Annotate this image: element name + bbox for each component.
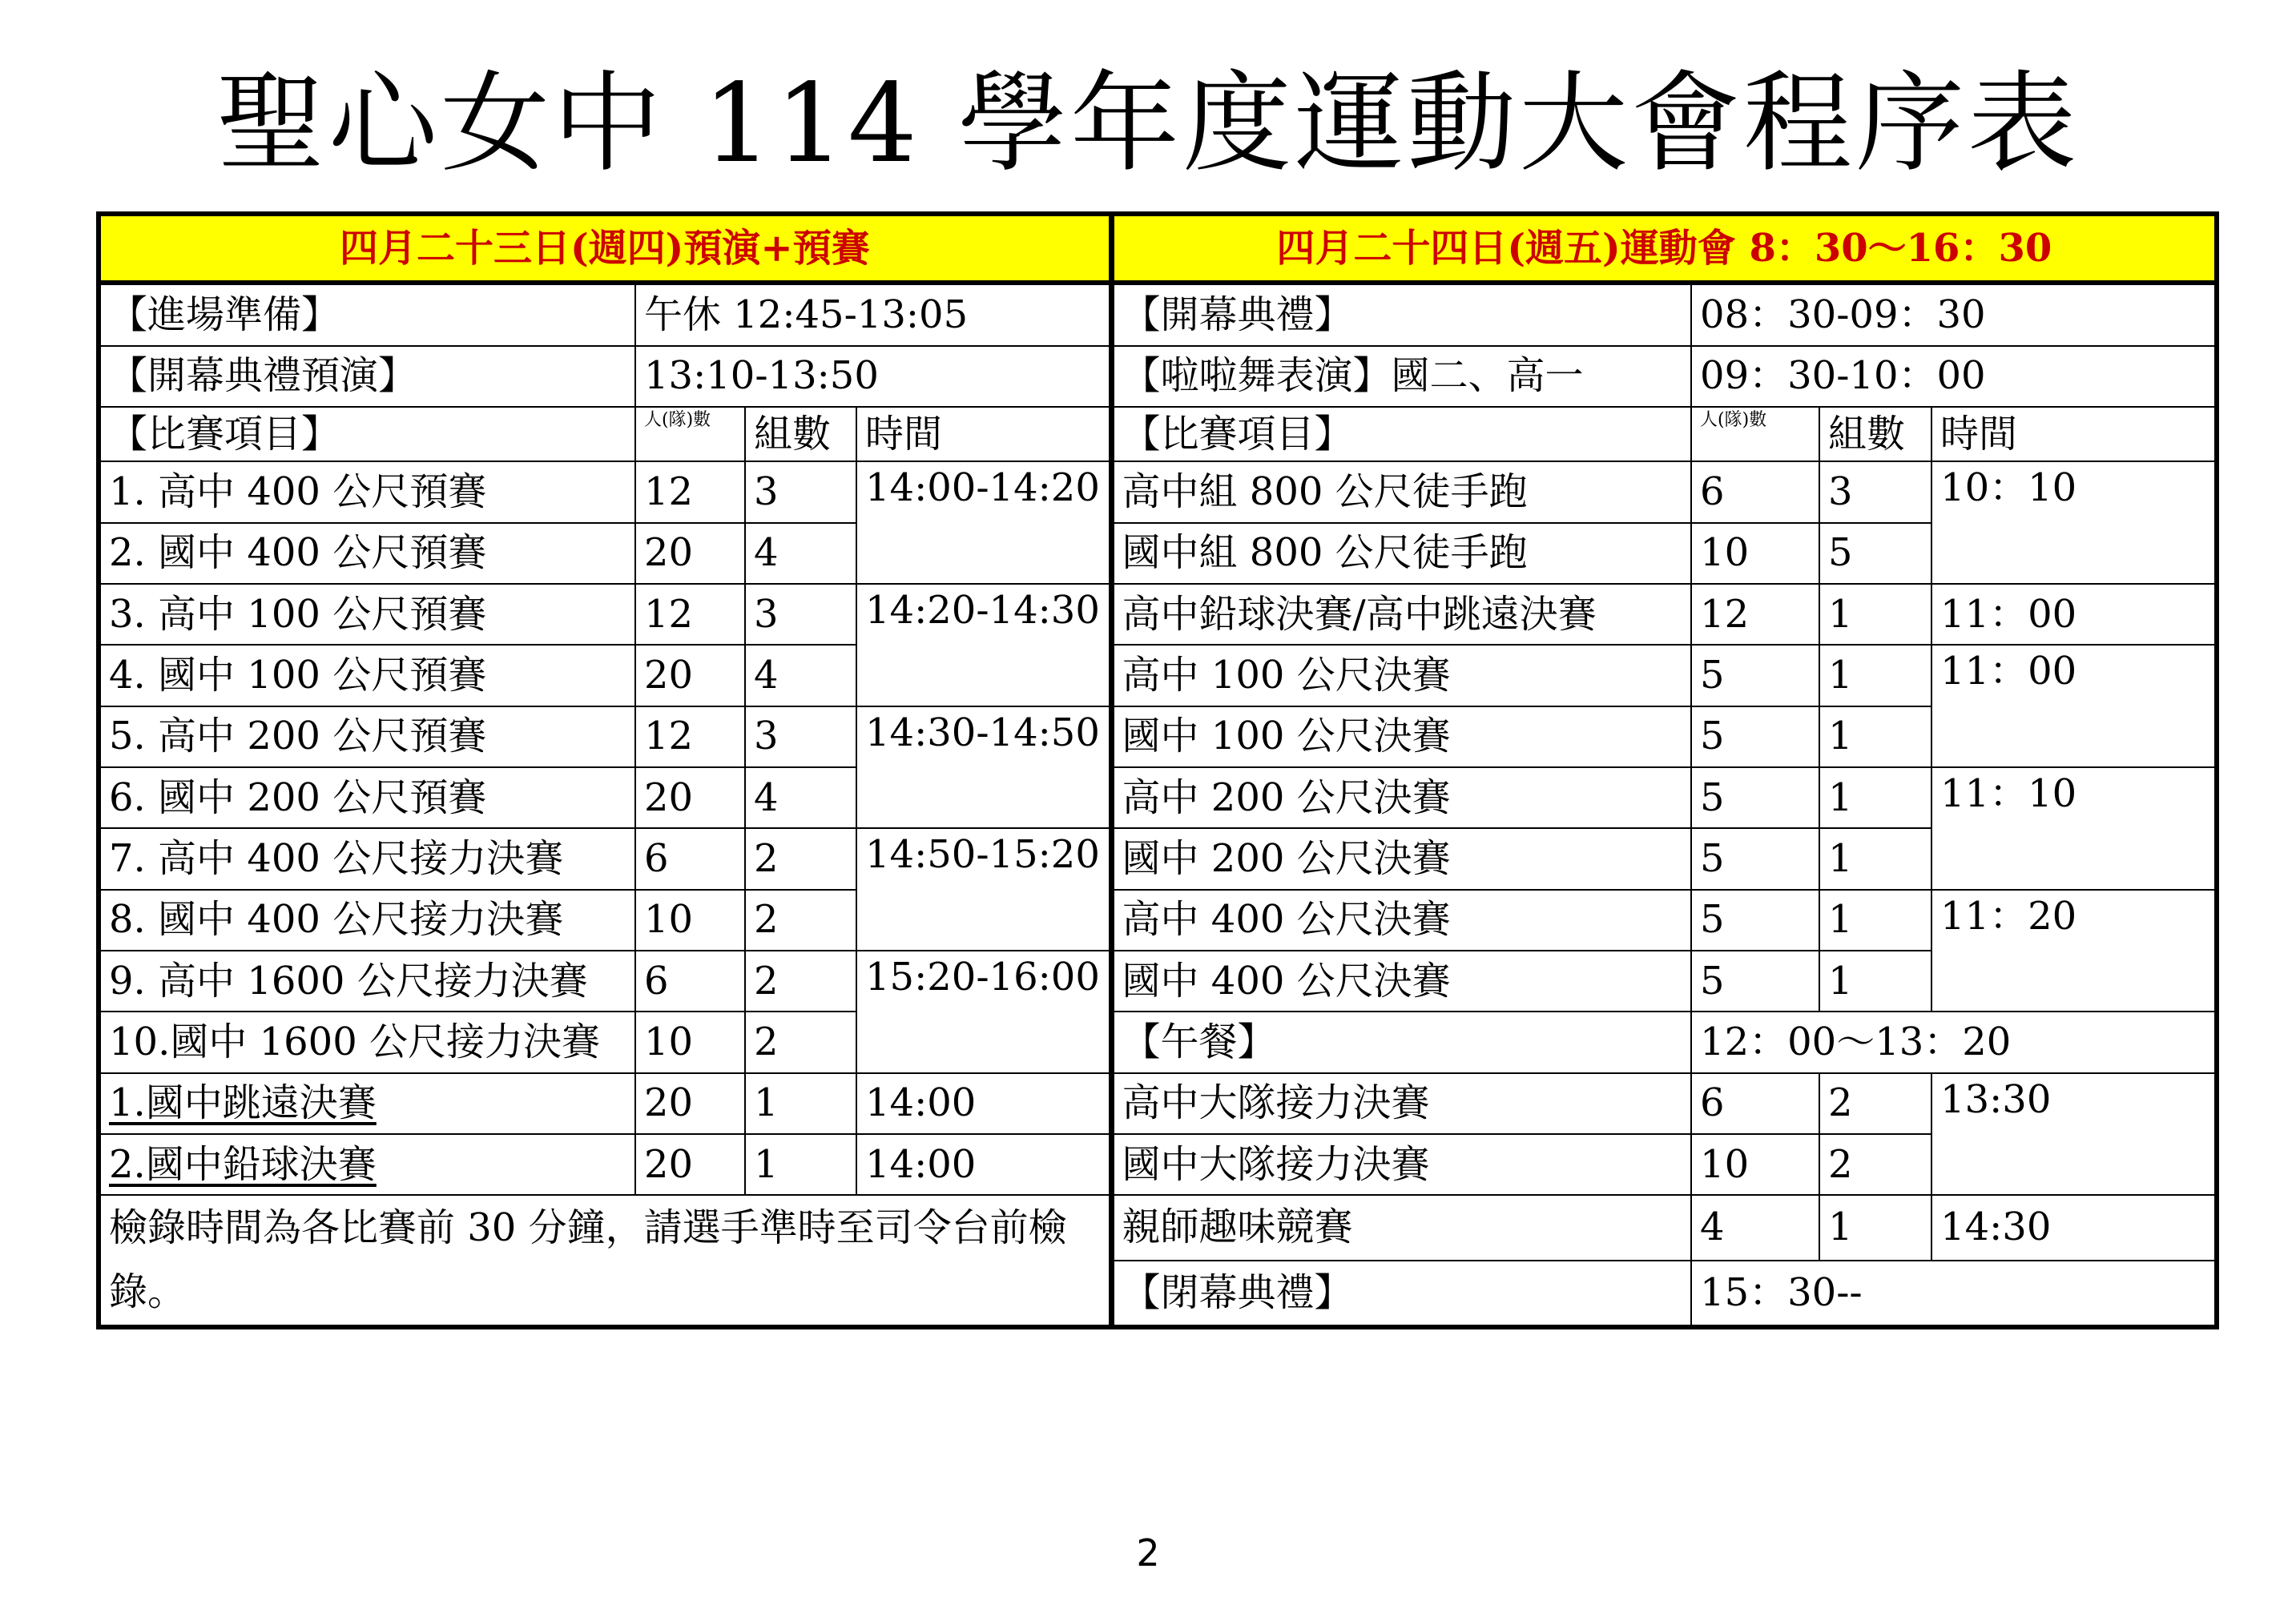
table-row [99, 584, 2217, 645]
day2-row-value: 08：30-09：30 [1691, 283, 2217, 345]
day1-event-name: 2. 國中 400 公尺預賽 [99, 523, 635, 584]
page-title: 聖心女中 114 學年度運動大會程序表 [216, 61, 2080, 187]
day1-col-event: 【比賽項目】 [99, 407, 635, 461]
page-number: 2 [1136, 1531, 1160, 1575]
day2-closing-label: 【閉幕典禮】 [1111, 1261, 1691, 1328]
day1-event-groups: 3 [745, 461, 856, 522]
day2-event-name: 高中鉛球決賽/高中跳遠決賽 [1111, 584, 1691, 645]
day2-time-slot: 11：20 [1931, 890, 2217, 1012]
day1-row-value: 午休 12:45-13:05 [635, 283, 1111, 345]
day2-event-groups: 1 [1819, 1195, 1931, 1260]
day1-event-name: 1.國中跳遠決賽 [109, 1080, 377, 1126]
day1-event-groups: 3 [745, 706, 856, 767]
table-row [99, 523, 2217, 584]
day1-col-groups: 組數 [745, 407, 856, 461]
day2-event-people: 10 [1691, 523, 1819, 584]
table-row [99, 890, 2217, 951]
day1-row-value: 13:10-13:50 [635, 346, 1111, 407]
table-row [99, 1012, 2217, 1072]
header-row [99, 214, 2217, 283]
table-row [99, 283, 2217, 345]
day2-event-name: 國中 200 公尺決賽 [1111, 828, 1691, 889]
day1-event-people: 10 [635, 890, 745, 951]
day1-event-name: 2.國中鉛球決賽 [109, 1141, 377, 1187]
day1-event-name-cell [99, 1134, 635, 1195]
day2-event-time: 11：00 [1931, 584, 2217, 645]
day1-event-people: 6 [635, 828, 745, 889]
day2-event-groups: 1 [1819, 706, 1931, 767]
day1-event-groups: 4 [745, 523, 856, 584]
day2-event-people: 6 [1691, 1073, 1819, 1134]
day2-event-name: 高中大隊接力決賽 [1111, 1073, 1691, 1134]
day1-event-name: 6. 國中 200 公尺預賽 [99, 767, 635, 828]
day2-col-groups: 組數 [1819, 407, 1931, 461]
day2-event-name: 國中 100 公尺決賽 [1111, 706, 1691, 767]
day2-event-time: 14:30 [1931, 1195, 2217, 1260]
day2-event-groups: 1 [1819, 767, 1931, 828]
day2-event-people: 5 [1691, 767, 1819, 828]
day1-header: 四月二十三日(週四)預演+預賽 [99, 214, 1111, 283]
day2-event-name: 國中組 800 公尺徒手跑 [1111, 523, 1691, 584]
day1-event-people: 20 [635, 1134, 745, 1195]
day1-event-groups: 1 [745, 1134, 856, 1195]
day2-event-name: 國中 400 公尺決賽 [1111, 951, 1691, 1012]
day2-event-groups: 1 [1819, 584, 1931, 645]
day2-event-people: 6 [1691, 461, 1819, 522]
day1-event-name: 10.國中 1600 公尺接力決賽 [99, 1012, 635, 1072]
day2-closing-value: 15：30-- [1691, 1261, 2217, 1328]
day2-time-slot: 11：10 [1931, 767, 2217, 890]
day1-event-people: 20 [635, 645, 745, 706]
day2-lunch-label: 【午餐】 [1111, 1012, 1691, 1072]
day2-event-people: 12 [1691, 584, 1819, 645]
day2-event-name: 高中 200 公尺決賽 [1111, 767, 1691, 828]
day1-row-label: 【開幕典禮預演】 [99, 346, 635, 407]
day1-event-people: 12 [635, 706, 745, 767]
day2-event-groups: 1 [1819, 828, 1931, 889]
day2-event-groups: 1 [1819, 890, 1931, 951]
day2-event-name: 高中 400 公尺決賽 [1111, 890, 1691, 951]
day1-time-slot: 14:30-14:50 [856, 706, 1111, 829]
table-row [99, 1195, 2217, 1260]
day1-event-groups: 4 [745, 645, 856, 706]
day1-event-name: 4. 國中 100 公尺預賽 [99, 645, 635, 706]
day1-event-people: 12 [635, 584, 745, 645]
day1-event-name: 7. 高中 400 公尺接力決賽 [99, 828, 635, 889]
day1-event-name: 3. 高中 100 公尺預賽 [99, 584, 635, 645]
day2-event-people: 5 [1691, 706, 1819, 767]
day1-event-people: 20 [635, 767, 745, 828]
column-header-row [99, 407, 2217, 461]
day2-col-people: 人(隊)數 [1691, 407, 1819, 461]
day2-time-slot: 13:30 [1931, 1073, 2217, 1196]
table-row [99, 828, 2217, 889]
day1-event-groups: 3 [745, 584, 856, 645]
day1-event-groups: 2 [745, 890, 856, 951]
day2-col-event: 【比賽項目】 [1111, 407, 1691, 461]
day1-event-time: 14:00 [856, 1073, 1111, 1134]
day2-event-name: 國中大隊接力決賽 [1111, 1134, 1691, 1195]
table-row [99, 645, 2217, 706]
table-row [99, 706, 2217, 767]
day2-event-groups: 5 [1819, 523, 1931, 584]
day1-col-time: 時間 [856, 407, 1111, 461]
day2-header: 四月二十四日(週五)運動會 8：30～16：30 [1111, 214, 2217, 283]
day1-event-time: 14:00 [856, 1134, 1111, 1195]
day1-time-slot: 14:00-14:20 [856, 461, 1111, 584]
day1-event-people: 12 [635, 461, 745, 522]
day2-time-slot: 10：10 [1931, 461, 2217, 584]
day1-event-people: 20 [635, 1073, 745, 1134]
day2-time-slot: 11：00 [1931, 645, 2217, 767]
day1-event-name: 1. 高中 400 公尺預賽 [99, 461, 635, 522]
day1-event-groups: 2 [745, 951, 856, 1012]
day2-event-groups: 1 [1819, 645, 1931, 706]
checkin-note: 檢錄時間為各比賽前 30 分鐘，請選手準時至司令台前檢錄。 [99, 1195, 1111, 1327]
table-row [99, 951, 2217, 1012]
day1-event-people: 20 [635, 523, 745, 584]
day1-event-people: 6 [635, 951, 745, 1012]
day2-event-groups: 1 [1819, 951, 1931, 1012]
table-row [99, 346, 2217, 407]
day2-event-people: 5 [1691, 645, 1819, 706]
day1-event-groups: 2 [745, 828, 856, 889]
day2-event-people: 5 [1691, 951, 1819, 1012]
day1-event-people: 10 [635, 1012, 745, 1072]
day1-col-people: 人(隊)數 [635, 407, 745, 461]
schedule-table [96, 211, 2219, 1329]
day1-time-slot: 14:50-15:20 [856, 828, 1111, 951]
day1-event-name: 5. 高中 200 公尺預賽 [99, 706, 635, 767]
day2-event-people: 10 [1691, 1134, 1819, 1195]
table-row [99, 461, 2217, 522]
day2-col-time: 時間 [1931, 407, 2217, 461]
day1-event-name: 8. 國中 400 公尺接力決賽 [99, 890, 635, 951]
day1-event-groups: 2 [745, 1012, 856, 1072]
day2-event-name: 高中 100 公尺決賽 [1111, 645, 1691, 706]
day1-time-slot: 14:20-14:30 [856, 584, 1111, 706]
day1-event-groups: 4 [745, 767, 856, 828]
day2-row-label: 【開幕典禮】 [1111, 283, 1691, 345]
day2-row-label: 【啦啦舞表演】國二、高一 [1111, 346, 1691, 407]
day2-event-groups: 2 [1819, 1134, 1931, 1195]
day2-event-name: 親師趣味競賽 [1111, 1195, 1691, 1260]
day1-time-slot: 15:20-16:00 [856, 951, 1111, 1073]
day1-event-name-cell [99, 1073, 635, 1134]
day2-event-name: 高中組 800 公尺徒手跑 [1111, 461, 1691, 522]
table-row [99, 767, 2217, 828]
day1-event-groups: 1 [745, 1073, 856, 1134]
day1-row-label: 【進場準備】 [99, 283, 635, 345]
day2-lunch-value: 12：00～13：20 [1691, 1012, 2217, 1072]
table-row [99, 1073, 2217, 1134]
day2-event-people: 4 [1691, 1195, 1819, 1260]
table-row [99, 1134, 2217, 1195]
day2-row-value: 09：30-10：00 [1691, 346, 2217, 407]
day2-event-people: 5 [1691, 828, 1819, 889]
day2-event-groups: 2 [1819, 1073, 1931, 1134]
day2-event-people: 5 [1691, 890, 1819, 951]
day2-event-groups: 3 [1819, 461, 1931, 522]
day1-event-name: 9. 高中 1600 公尺接力決賽 [99, 951, 635, 1012]
